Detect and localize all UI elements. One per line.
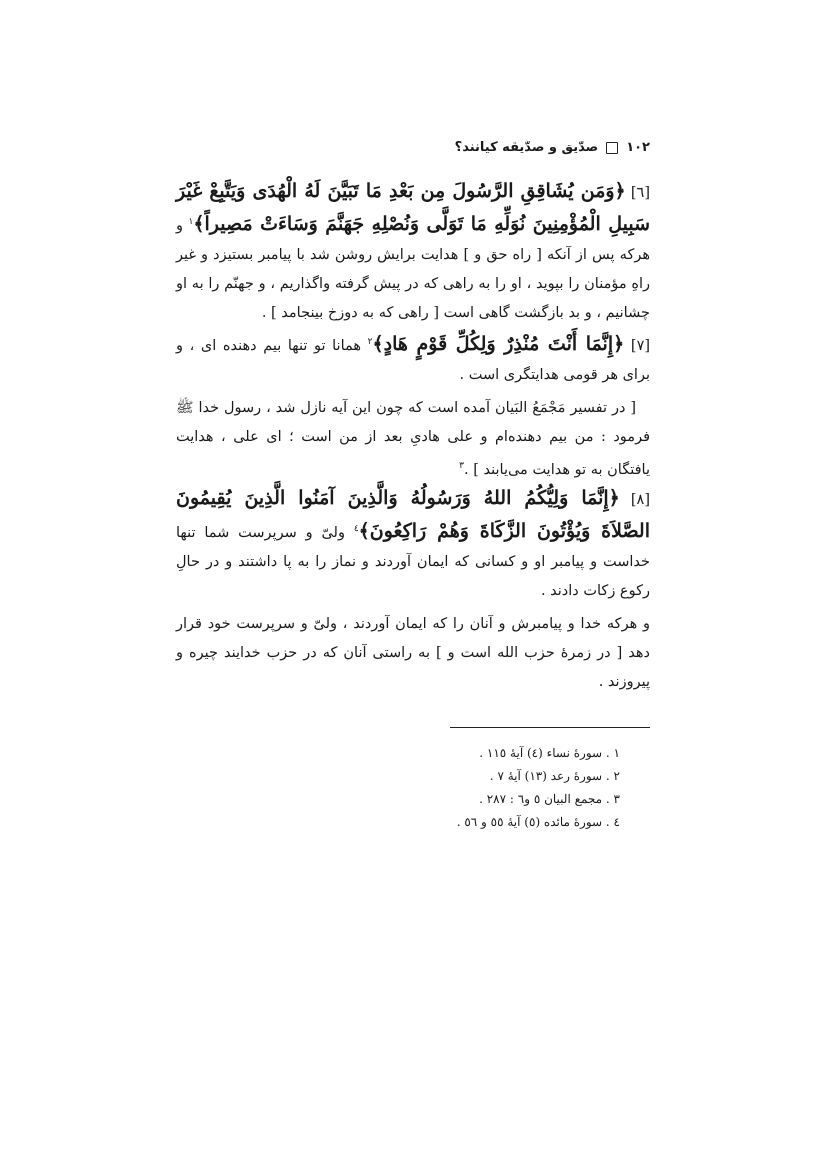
verse-arabic: ﴿وَمَن يُشَاقِقِ الرَّسُولَ مِن بَعْدِ مَا تَبَيَّنَ لَهُ الْهُدَى وَيَتَّبِعْ غَيْرَ سَبِيلِ الْمُؤْمِنِينَ نُوَلِّهِ مَا تَوَلَّى وَنُصْلِهِ جَهَنَّمَ وَسَاءَتْ مَصِيراً﴾ <box>176 180 651 235</box>
footnote-item: ٣ . مجمع البیان ٥ و٦ : ٢٨٧ . <box>479 792 620 807</box>
page-number: ۱۰۲ <box>626 140 650 155</box>
commentary-text: و هرکه خدا و پیامبرش و آنان را که ایمان آوردند ، ولیّ و سرپرست خود قرار دهد [ در زمرهٔ حزب الله است و ] به راستی آنان که در حزب خدایند چیره و پیروزند . <box>176 616 650 691</box>
verse-arabic: ﴿إِنَّمَا أَنْتَ مُنْذِرٌ وَلِكُلِّ قَوْمٍ هَادٍ﴾ <box>372 332 625 355</box>
verse-number: [٧] <box>630 337 651 354</box>
page-content <box>176 140 650 834</box>
verse-number: [٦] <box>630 185 650 201</box>
footnotes-list <box>176 742 650 834</box>
verse-8 <box>176 484 650 606</box>
footnote-ref: ٢ <box>367 336 373 347</box>
verse-number: [٨] <box>630 492 650 509</box>
commentary-paragraph <box>176 394 650 485</box>
commentary-text: [ در تفسیر مَجْمَعُ البَیان آمده است که چون این آیه نازل شد ، رسول خدا ﷺ فرمود : من بیم دهنده‌ام و علی هادیِ بعد از من است ؛ ای علی ، هدایت یافتگان به تو هدایت می‌یابند ] . <box>176 399 650 478</box>
running-header <box>176 140 650 155</box>
footnote-divider <box>450 727 650 728</box>
chapter-title: صدّیق و صدّیقه کیانند؟ <box>454 140 599 155</box>
verse-arabic: ﴿إِنَّمَا وَلِيُّكُمُ اللهُ وَرَسُولُهُ وَالَّذِينَ آمَنُوا الَّذِينَ يُقِيمُونَ الصَّلاَةَ وَيُؤْتُونَ الزَّكَاةَ وَهُمْ رَاكِعُونَ﴾ <box>176 487 650 543</box>
verse-translation: همانا تو تنها بیم دهنده ای ، و برای هر قومی هدایتگری است . <box>176 337 650 383</box>
verse-translation: ولیّ و سرپرست شما تنها خداست و پیامبر او و کسانی که ایمان آوردند و نماز را به پا داشتند و در حالِ رکوع زکات دادند . <box>176 525 650 600</box>
commentary-paragraph <box>176 610 650 697</box>
verse-7 <box>176 328 650 390</box>
footnote-ref: ٤ <box>353 524 359 535</box>
footnote-item: ٢ . سورهٔ رعد (١٣) آیهٔ ٧ . <box>489 769 620 784</box>
verse-translation: و هرکه پس از آنکه [ راه حق و ] هدایت برایش روشن شد با پیامبر بستیزد و غیر راهِ مؤمنان را بپوید ، او را به راهی که در پیش گرفته واگذاریم ، و جهنّم را به او چشانیم ، و بد بازگشت گاهی است [ راهی که به دوزخ بینجامد ] . <box>176 217 650 321</box>
footnote-item: ١ . سورهٔ نساء (٤) آیهٔ ١١٥ . <box>479 746 620 761</box>
footnote-ref: ٣ <box>459 460 465 471</box>
verse-6 <box>176 177 650 328</box>
footnote-item: ٤ . سورهٔ مائده (٥) آیهٔ ٥٥ و ٥٦ . <box>456 815 620 830</box>
square-box-icon <box>606 142 618 154</box>
footnote-ref: ١ <box>188 217 194 227</box>
